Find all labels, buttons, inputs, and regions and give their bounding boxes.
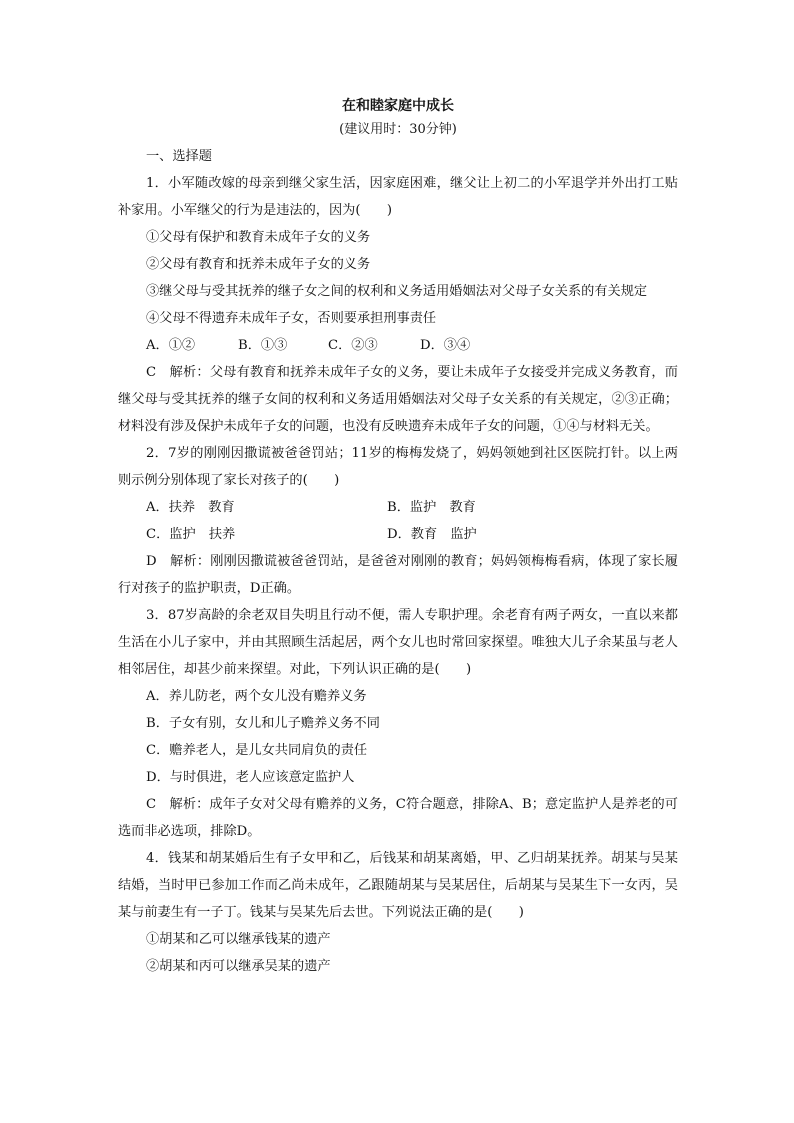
question-1-choice-a: A．①②: [146, 338, 196, 353]
question-2-choice-c: C．监护 扶养: [146, 527, 236, 542]
question-2-choice-b: B．监护 教育: [387, 500, 476, 515]
question-4-stem: 4．钱某和胡某婚后生有子女甲和乙，后钱某和胡某离婚，甲、乙归胡某抚养。胡某与吴某结婚，当时甲已参加工作而乙尚未成年，乙跟随胡某与吴某居住，后胡某与吴某生下一女丙，吴某与前妻生有一子丁。钱某与吴某先后去世。下列说法正确的是( ): [118, 851, 678, 920]
question-2-answer: D 解析：刚刚因撒谎被爸爸罚站，是爸爸对刚刚的教育；妈妈领梅梅看病，体现了家长履行对孩子的监护职责，D正确。: [118, 554, 678, 596]
question-2-choice-a: A．扶养 教育: [146, 500, 235, 515]
question-1-item-1: ①父母有保护和教育未成年子女的义务: [146, 230, 371, 245]
section-heading: 一、选择题: [146, 149, 212, 164]
question-3-stem: 3．87岁高龄的余老双目失明且行动不便，需人专职护理。余老育有两子两女，一直以来都生活在小儿子家中，并由其照顾生活起居，两个女儿也时常回家探望。唯独大儿子余某虽与老人相邻居住，却甚少前来探望。对此，下列认识正确的是( ): [118, 608, 678, 677]
question-1-item-3: ③继父母与受其抚养的继子女之间的权利和义务适用婚姻法对父母子女关系的有关规定: [146, 284, 648, 299]
question-3-choice-b: B．子女有别，女儿和儿子赡养义务不同: [146, 716, 380, 731]
page-subtitle: (建议用时：30分钟): [339, 122, 457, 137]
question-2-stem: 2．7岁的刚刚因撒谎被爸爸罚站；11岁的梅梅发烧了，妈妈领她到社区医院打针。以上两则示例分别体现了家长对孩子的( ): [118, 446, 678, 488]
question-1-choices: [118, 332, 678, 359]
question-3-choice-c: C．赡养老人，是儿女共同肩负的责任: [146, 743, 368, 758]
question-1-item-4: ④父母不得遗弃未成年子女，否则要承担刑事责任: [146, 311, 437, 326]
question-3-answer: C 解析：成年子女对父母有赡养的义务，C符合题意，排除A、B；意定监护人是养老的可选而非必选项，排除D。: [118, 797, 678, 839]
question-1-choice-b: B．①③: [238, 338, 288, 353]
question-1-item-2: ②父母有教育和抚养未成年子女的义务: [146, 257, 371, 272]
question-1-choice-c: C．②③: [328, 338, 378, 353]
page-title: 在和睦家庭中成长: [342, 98, 454, 114]
question-1-answer: C 解析：父母有教育和抚养未成年子女的义务，要让未成年子女接受并完成义务教育，而继父母与受其抚养的继子女间的权利和义务适用婚姻法对父母子女关系的有关规定，②③正确；材料没有涉及保护未成年子女的问题，也没有反映遗弃未成年子女的问题，①④与材料无关。: [118, 365, 678, 434]
question-4-item-2: ②胡某和丙可以继承吴某的遗产: [146, 959, 331, 974]
question-1-choice-d: D．③④: [420, 338, 471, 353]
question-3-choice-a: A．养儿防老，两个女儿没有赡养义务: [146, 689, 367, 704]
question-2-choice-d: D．教育 监护: [387, 527, 477, 542]
question-4-item-1: ①胡某和乙可以继承钱某的遗产: [146, 932, 331, 947]
question-2-choices-row-2: [118, 521, 678, 548]
question-2-choices-row-1: [118, 494, 678, 521]
question-1-stem: 1．小军随改嫁的母亲到继父家生活，因家庭困难，继父让上初二的小军退学并外出打工贴补家用。小军继父的行为是违法的，因为( ): [118, 176, 678, 218]
document-page: [118, 95, 678, 980]
question-3-choice-d: D．与时俱进，老人应该意定监护人: [146, 770, 355, 785]
